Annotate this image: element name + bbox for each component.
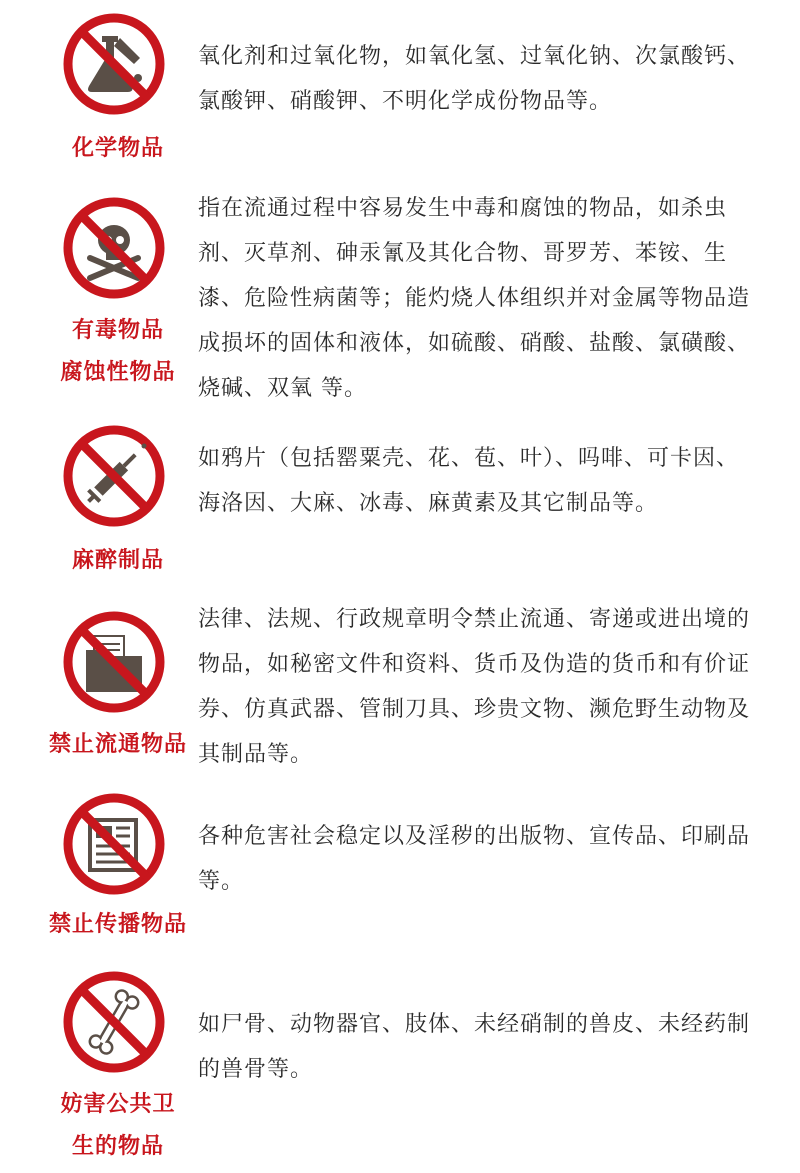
item-description: 氧化剂和过氧化物，如氧化氢、过氧化钠、次氯酸钙、氯酸钾、硝酸钾、不明化学成份物品等。: [198, 44, 751, 114]
category-line: 禁止流通物品: [48, 732, 187, 757]
category-line: 有毒物品: [71, 318, 164, 343]
newspaper-prohibited-icon: [62, 792, 166, 896]
category-label: [0, 128, 236, 170]
category-line: 化学物品: [71, 136, 164, 161]
category-line: 妨害公共卫: [60, 1092, 176, 1117]
category-label: [0, 540, 236, 582]
item-description: 如尸骨、动物器官、肢体、未经硝制的兽皮、未经药制的兽骨等。: [198, 1012, 751, 1082]
category-label: [0, 904, 236, 946]
item-description: 指在流通过程中容易发生中毒和腐蚀的物品，如杀虫剂、灭草剂、砷汞氰及其化合物、哥罗芳、苯铵、生漆、危险性病菌等；能灼烧人体组织并对金属等物品造成损坏的固体和液体，如硫酸、硝酸、盐酸、氯磺酸、烧碱、双氧 等。: [198, 196, 751, 401]
syringe-prohibited-icon: [62, 424, 166, 528]
folder-documents-prohibited-icon: [62, 610, 166, 714]
category-label: [0, 1084, 236, 1168]
category-line: 腐蚀性物品: [60, 360, 176, 385]
chemical-flask-prohibited-icon: [62, 12, 166, 116]
bone-prohibited-icon: [62, 970, 166, 1074]
item-description: 如鸦片（包括罂粟壳、花、苞、叶）、吗啡、可卡因、海洛因、大麻、冰毒、麻黄素及其它制品等。: [198, 446, 740, 516]
category-line: 禁止传播物品: [48, 912, 187, 937]
category-line: 生的物品: [71, 1134, 164, 1159]
skull-crossbones-prohibited-icon: [62, 196, 166, 300]
category-line: 麻醉制品: [71, 548, 164, 573]
item-description: 法律、法规、行政规章明令禁止流通、寄递或进出境的物品，如秘密文件和资料、货币及伪造的货币和有价证券、仿真武器、管制刀具、珍贵文物、濒危野生动物及其制品等。: [198, 607, 751, 767]
item-description: 各种危害社会稳定以及淫秽的出版物、宣传品、印刷品等。: [198, 824, 751, 894]
